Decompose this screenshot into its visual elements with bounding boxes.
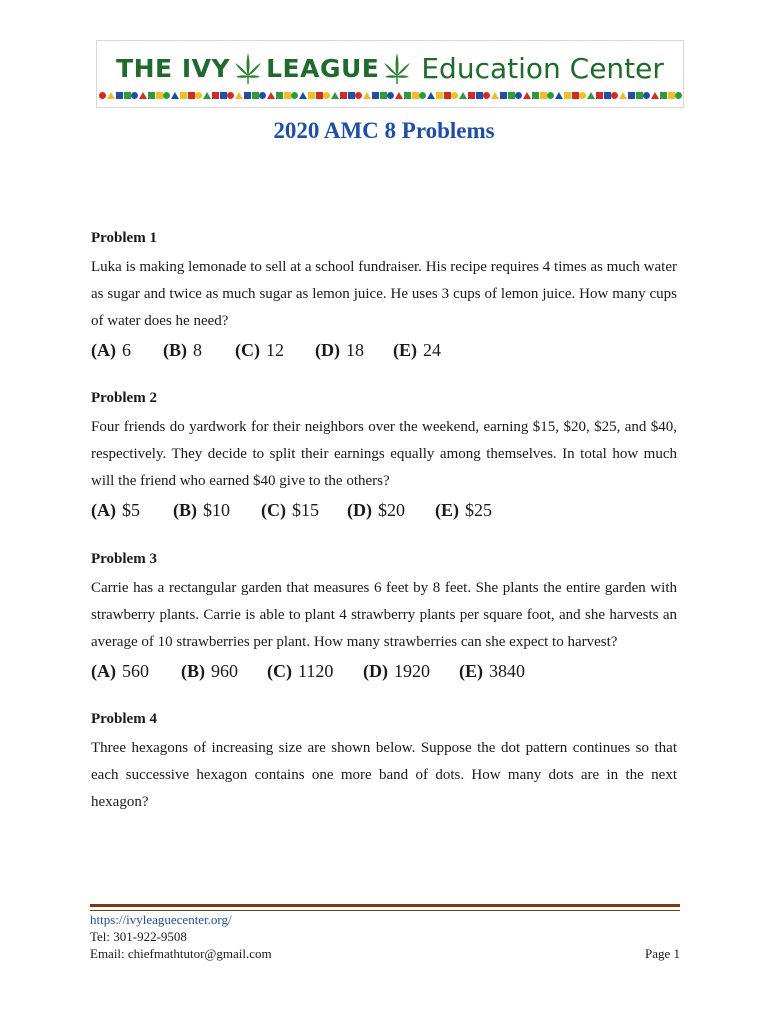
circle-shape (515, 92, 522, 99)
square-shape (124, 92, 131, 99)
choice-b: (B) $10 (173, 500, 230, 520)
logo-shape-group (611, 92, 643, 99)
triangle-shape (395, 92, 403, 99)
square-shape (156, 92, 163, 99)
logo-text-education-center: Education Center (421, 51, 664, 85)
circle-shape (355, 92, 362, 99)
triangle-shape (491, 92, 499, 99)
logo-shape-group (99, 92, 131, 99)
logo-shape-group (675, 92, 683, 99)
logo-shape-group (579, 92, 611, 99)
circle-shape (579, 92, 586, 99)
square-shape (436, 92, 443, 99)
square-shape (604, 92, 611, 99)
logo-shape-group (387, 92, 419, 99)
square-shape (636, 92, 643, 99)
square-shape (540, 92, 547, 99)
cannabis-leaf-icon (382, 51, 412, 85)
square-shape (628, 92, 635, 99)
circle-shape (643, 92, 650, 99)
circle-shape (611, 92, 618, 99)
logo-shape-group (419, 92, 451, 99)
choice-d: (D) $20 (347, 500, 405, 520)
circle-shape (419, 92, 426, 99)
choice-a: (A) 6 (91, 340, 131, 360)
circle-shape (387, 92, 394, 99)
choice-e: (E) 24 (393, 340, 441, 360)
square-shape (468, 92, 475, 99)
square-shape (252, 92, 259, 99)
square-shape (476, 92, 483, 99)
square-shape (404, 92, 411, 99)
square-shape (380, 92, 387, 99)
square-shape (276, 92, 283, 99)
choice-d: (D) 18 (315, 340, 364, 360)
square-shape (188, 92, 195, 99)
triangle-shape (555, 92, 563, 99)
square-shape (308, 92, 315, 99)
triangle-shape (363, 92, 371, 99)
circle-shape (323, 92, 330, 99)
footer-divider (90, 904, 680, 907)
square-shape (116, 92, 123, 99)
triangle-shape (267, 92, 275, 99)
circle-shape (163, 92, 170, 99)
circle-shape (259, 92, 266, 99)
square-shape (348, 92, 355, 99)
triangle-shape (331, 92, 339, 99)
logo-shape-group (643, 92, 675, 99)
problem-heading: Problem 2 (91, 390, 157, 406)
problem-2 (91, 388, 677, 523)
logo-shape-group (227, 92, 259, 99)
square-shape (340, 92, 347, 99)
square-shape (660, 92, 667, 99)
square-shape (444, 92, 451, 99)
triangle-shape (427, 92, 435, 99)
square-shape (500, 92, 507, 99)
triangle-shape (619, 92, 627, 99)
square-shape (316, 92, 323, 99)
square-shape (220, 92, 227, 99)
square-shape (508, 92, 515, 99)
square-shape (148, 92, 155, 99)
logo-shape-group (547, 92, 579, 99)
logo-shape-group (259, 92, 291, 99)
choice-c: (C) 1120 (267, 661, 334, 681)
square-shape (668, 92, 675, 99)
circle-shape (99, 92, 106, 99)
logo-shape-border (97, 89, 683, 101)
problem-4 (91, 709, 677, 816)
answer-choices (91, 337, 677, 363)
circle-shape (547, 92, 554, 99)
triangle-shape (139, 92, 147, 99)
page-footer (90, 911, 680, 962)
triangle-shape (651, 92, 659, 99)
footer-email: Email: chiefmathtutor@gmail.com (90, 946, 272, 961)
square-shape (244, 92, 251, 99)
logo-shape-group (451, 92, 483, 99)
triangle-shape (587, 92, 595, 99)
circle-shape (483, 92, 490, 99)
triangle-shape (235, 92, 243, 99)
choice-b: (B) 8 (163, 340, 202, 360)
square-shape (372, 92, 379, 99)
triangle-shape (171, 92, 179, 99)
answer-choices (91, 497, 677, 523)
circle-shape (227, 92, 234, 99)
footer-phone: Tel: 301-922-9508 (90, 929, 187, 944)
logo-shape-group (355, 92, 387, 99)
triangle-shape (203, 92, 211, 99)
website-link[interactable]: https://ivyleaguecenter.org/ (90, 912, 232, 927)
page-title: 2020 AMC 8 Problems (273, 118, 495, 143)
circle-shape (195, 92, 202, 99)
choice-e: (E) $25 (435, 500, 492, 520)
problem-heading: Problem 3 (91, 551, 157, 567)
logo-shape-group (515, 92, 547, 99)
square-shape (412, 92, 419, 99)
problem-heading: Problem 4 (91, 711, 157, 727)
circle-shape (131, 92, 138, 99)
circle-shape (675, 92, 682, 99)
problem-1 (91, 228, 677, 363)
logo-shape-group (195, 92, 227, 99)
choice-a: (A) $5 (91, 500, 140, 520)
problem-text: Four friends do yardwork for their neighbors over the weekend, earning $15, $20, $25, and $40, respectively. They decide to split their earnings equally among themselves. In total how much will the friend who earned $40 give to the others? (91, 419, 677, 489)
choice-a: (A) 560 (91, 661, 149, 681)
logo-text-league: LEAGUE (266, 53, 380, 83)
square-shape (284, 92, 291, 99)
choice-c: (C) 12 (235, 340, 284, 360)
square-shape (572, 92, 579, 99)
circle-shape (451, 92, 458, 99)
square-shape (180, 92, 187, 99)
square-shape (212, 92, 219, 99)
triangle-shape (459, 92, 467, 99)
problem-text: Three hexagons of increasing size are shown below. Suppose the dot pattern continues so that each successive hexagon contains one more band of dots. How many dots are in the next hexagon? (91, 740, 677, 810)
logo-shape-group (163, 92, 195, 99)
problem-text: Carrie has a rectangular garden that measures 6 feet by 8 feet. She plants the entire garden with strawberry plants. Carrie is able to plant 4 strawberry plants per square foot, and she harvests an average of 10 strawberries per plant. How many strawberries can she expect to harvest? (91, 580, 677, 650)
logo-shape-group (131, 92, 163, 99)
logo-shape-group (323, 92, 355, 99)
page-number: Page 1 (644, 946, 680, 961)
square-shape (564, 92, 571, 99)
logo-shape-group (483, 92, 515, 99)
triangle-shape (523, 92, 531, 99)
problem-heading: Problem 1 (91, 230, 157, 246)
choice-c: (C) $15 (261, 500, 319, 520)
problem-3 (91, 549, 677, 684)
ivy-league-logo (96, 40, 684, 108)
choice-d: (D) 1920 (363, 661, 430, 681)
answer-choices (91, 658, 677, 684)
choice-e: (E) 3840 (459, 661, 525, 681)
problem-text: Luka is making lemonade to sell at a school fundraiser. His recipe requires 4 times as much water as sugar and twice as much sugar as lemon juice. He uses 3 cups of lemon juice. How many cups of water does he need? (91, 259, 677, 329)
square-shape (596, 92, 603, 99)
choice-b: (B) 960 (181, 661, 238, 681)
square-shape (532, 92, 539, 99)
triangle-shape (299, 92, 307, 99)
logo-text-ivy: THE IVY (116, 53, 231, 83)
circle-shape (291, 92, 298, 99)
cannabis-leaf-icon (233, 51, 263, 85)
triangle-shape (107, 92, 115, 99)
logo-shape-group (291, 92, 323, 99)
